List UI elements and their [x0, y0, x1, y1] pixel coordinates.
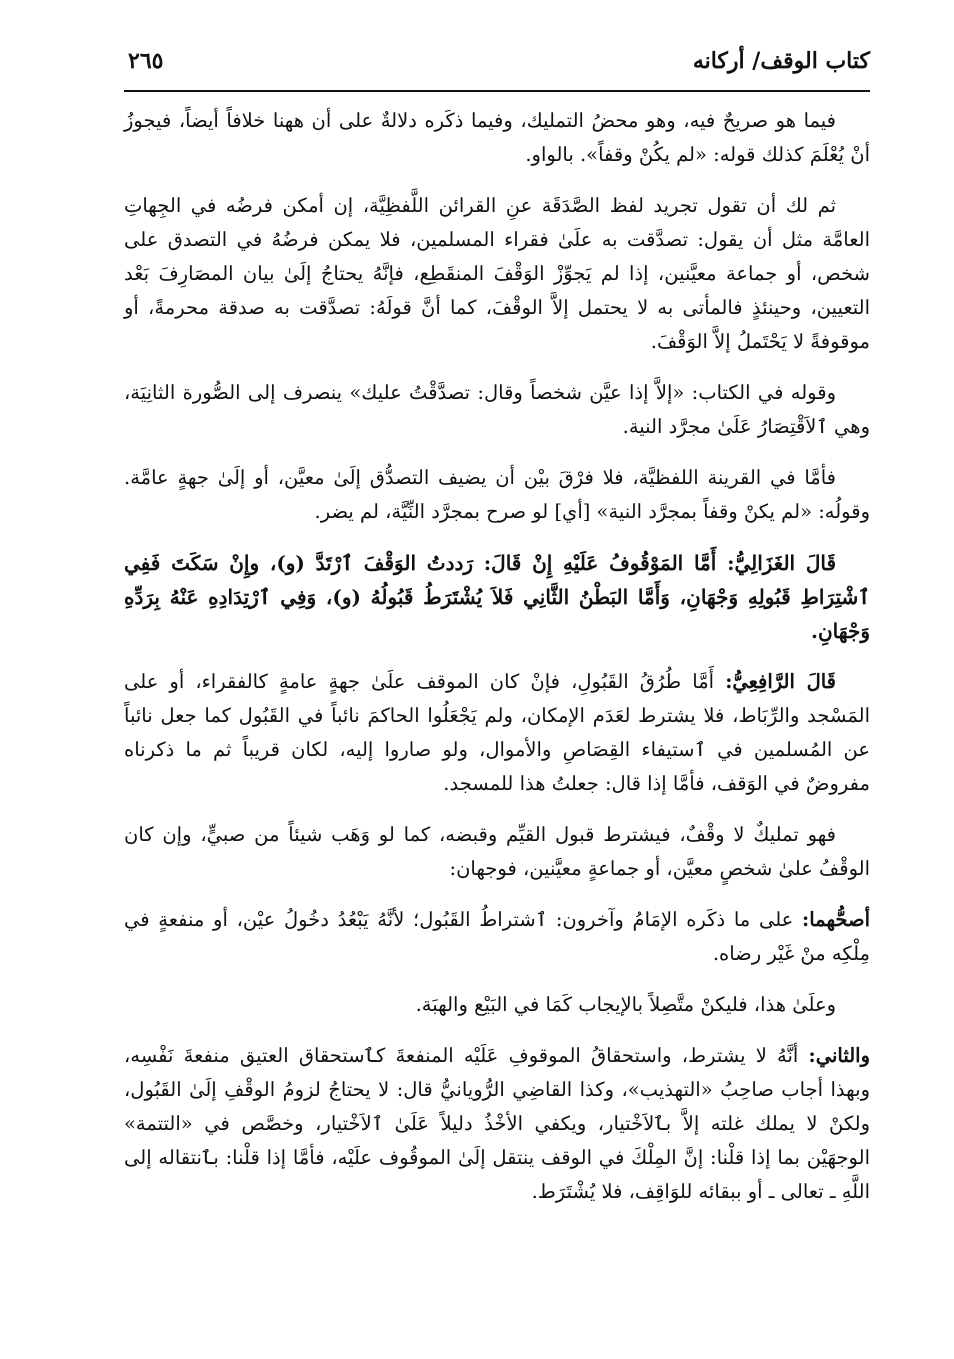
- page-body: [124, 92, 870, 1209]
- paragraph-6: [124, 665, 870, 801]
- paragraph-1: [124, 104, 870, 172]
- paragraph-text: وعلَىٰ هذا، فليكنْ متَّصِلاً بالإيجاب كَمَا في البَيْع والهبَة.: [415, 993, 836, 1016]
- paragraph-lead: قَالَ الرَّافِعِيُّ:: [725, 670, 837, 693]
- paragraph-text: فيما هو صريحٌ فيه، وهو محضُ التمليك، وفيما ذكَره دلالةٌ على أن ههنا خلافاً أيضاً، فيجوزُ أنْ يُعْلَمَ كذلك قوله: «لم يكُنْ وقفاً». بالواو.: [124, 109, 870, 166]
- paragraph-text: أَمَّا طُرُقُ القَبُولِ، فإنْ كان الموقف علَىٰ جهةٍ عامةٍ كالفقراء، أو على المَسْجد والرِّبَاط، فلا يشترط لعَدَم الإمكان، ولم يَجْعَلُوا الحاكمَ نائباً في القَبُول كما جعل نائباً عن المُسلمين في ٱستيفاء القِصَاصِ والأموال، ولو صاروا إليه، لكان قريباً ثم ما ذكرناه مفروضٌ في الوَقف، فأمَّا إذا قال: جعلتُ هذا للمسجد.: [124, 670, 870, 795]
- paragraph-lead: قَالَ الغَزَالِيُّ:: [727, 551, 837, 575]
- page-header: [124, 40, 870, 92]
- paragraph-text: فأمَّا في القرينة اللفظيَّة، فلا فرْقَ بيْن أن يضيف التصدُّق إلَىٰ معيَّن، أو إلَىٰ جهةٍ عامَّة. وقولُه: «لم يكنْ وقفاً بمجرَّد النية» [أي] لو صرح بمجرَّد النِّيَّة، لم يضر.: [124, 466, 870, 523]
- paragraph-text: ثم لك أن تقول تجريد لفظ الصَّدَقَة عنِ القرائن اللَّفظِيَّة، إن أمكن فرضُه في الجِهاتِ العامَّة مثل أن يقول: تصدَّقت به علَىٰ فقراء المسلمين، فلا يمكن فرضُهُ في التصدق على شخص، أو جماعة معيَّنين، إذا لم يَجوِّزْ الوَقْفَ المنقَطِع، فإنَّهُ يحتاجُ إلَىٰ بيان المصَارِفَ بَعْد التعيين، وحينئذٍ فالمأتى به لا يحتمل إلاَّ الوقْفَ، كما أنَّ قولَهُ: تصدَّقت به صدقة محرمةً، أو موقوفةً لا يَحْتَملُ إلاَّ الوَقْفَ.: [124, 194, 870, 353]
- paragraph-4: [124, 461, 870, 529]
- paragraph-3: [124, 376, 870, 444]
- paragraph-text: على ما ذكَره الإمَامُ وآخرون: ٱشتراطُ القَبُول؛ لأنَّهُ يَبْعُدُ دخُولُ عيْن، أو منفعةٍ في مِلْكِه منْ غَيْر رضاه.: [124, 908, 870, 965]
- paragraph-8: [124, 903, 870, 971]
- paragraph-lead: والثاني:: [808, 1044, 870, 1067]
- running-title: كتاب الوقف/ أركانه: [692, 48, 870, 74]
- paragraph-7: [124, 818, 870, 886]
- paragraph-10: [124, 1039, 870, 1209]
- paragraph-text: أَمَّا المَوْقُوفُ عَلَيْهِ إِنْ قَالَ: رَددتُ الوَقْفَ ٱرْتَدَّ (و)، وإِنْ سَكَتَ فَفِي ٱشْتِرَاطِ قَبُولِهِ وَجْهَانِ، وَأَمَّا البَطْنُ الثَّانِي فَلاَ يُشْتَرَطُ قَبُولُهُ (و)، وَفِي ٱرْتِدَادِهِ عَنْهُ بِرَدِّهِ وَجْهَانِ.: [124, 551, 870, 643]
- paragraph-text: فهو تمليكٌ لا وقْفٌ، فيشترط قبول القيِّم وقبضه، كما لو وَهَب شيئاً من صبيٍّ، وإن كان الوقْفُ علىٰ شخصٍ معيَّن، أو جماعةٍ معيَّنين، فوجهان:: [124, 823, 870, 880]
- paragraph-9: [124, 988, 870, 1022]
- paragraph-lead: أصحُّهما:: [802, 908, 870, 931]
- paragraph-text: أنَّهُ لا يشترط، واستحقاقُ الموقوفِ عَلَيْه المنفعةَ كٱستحقاق العتيق منفعةَ نَفْسِه، وبهذا أجاب صاحِبُ «التهذيب»، وكذا القاضِي الرُّويانيُّ قال: لا يحتاجُ لزومُ الوقْفِ إلَىٰ القَبُول، ولكنْ لا يملك غلته إلاَّ بٱلاَخْتيار، ويكفي الأخْذُ دليلاً عَلَىٰ ٱلاَخْتيار، وخصَّص في «التتمة» الوجهَيْن بما إذا قلْنا: إنَّ المِلْكَ في الوقف ينتقل إلَىٰ الموقُوف علَيْه، فأمَّا إذا قلْنا: بٱنتقاله إلى اللَّهِ ـ تعالى ـ أو ببقائه للوَاقِف، فلا يُشْتَرَط.: [124, 1044, 870, 1203]
- paragraph-2: [124, 189, 870, 359]
- page-number: ٢٦٥: [128, 48, 164, 74]
- paragraph-text: وقوله في الكتاب: «إلاَّ إذا عيَّن شخصاً وقال: تصدَّقْتُ عليك» ينصرف إلى الصُّورة الثانِيَة، وهي ٱلاَقْتِصَارُ عَلَىٰ مجرَّد النية.: [124, 381, 870, 438]
- ghazali-matn-paragraph: [124, 546, 870, 648]
